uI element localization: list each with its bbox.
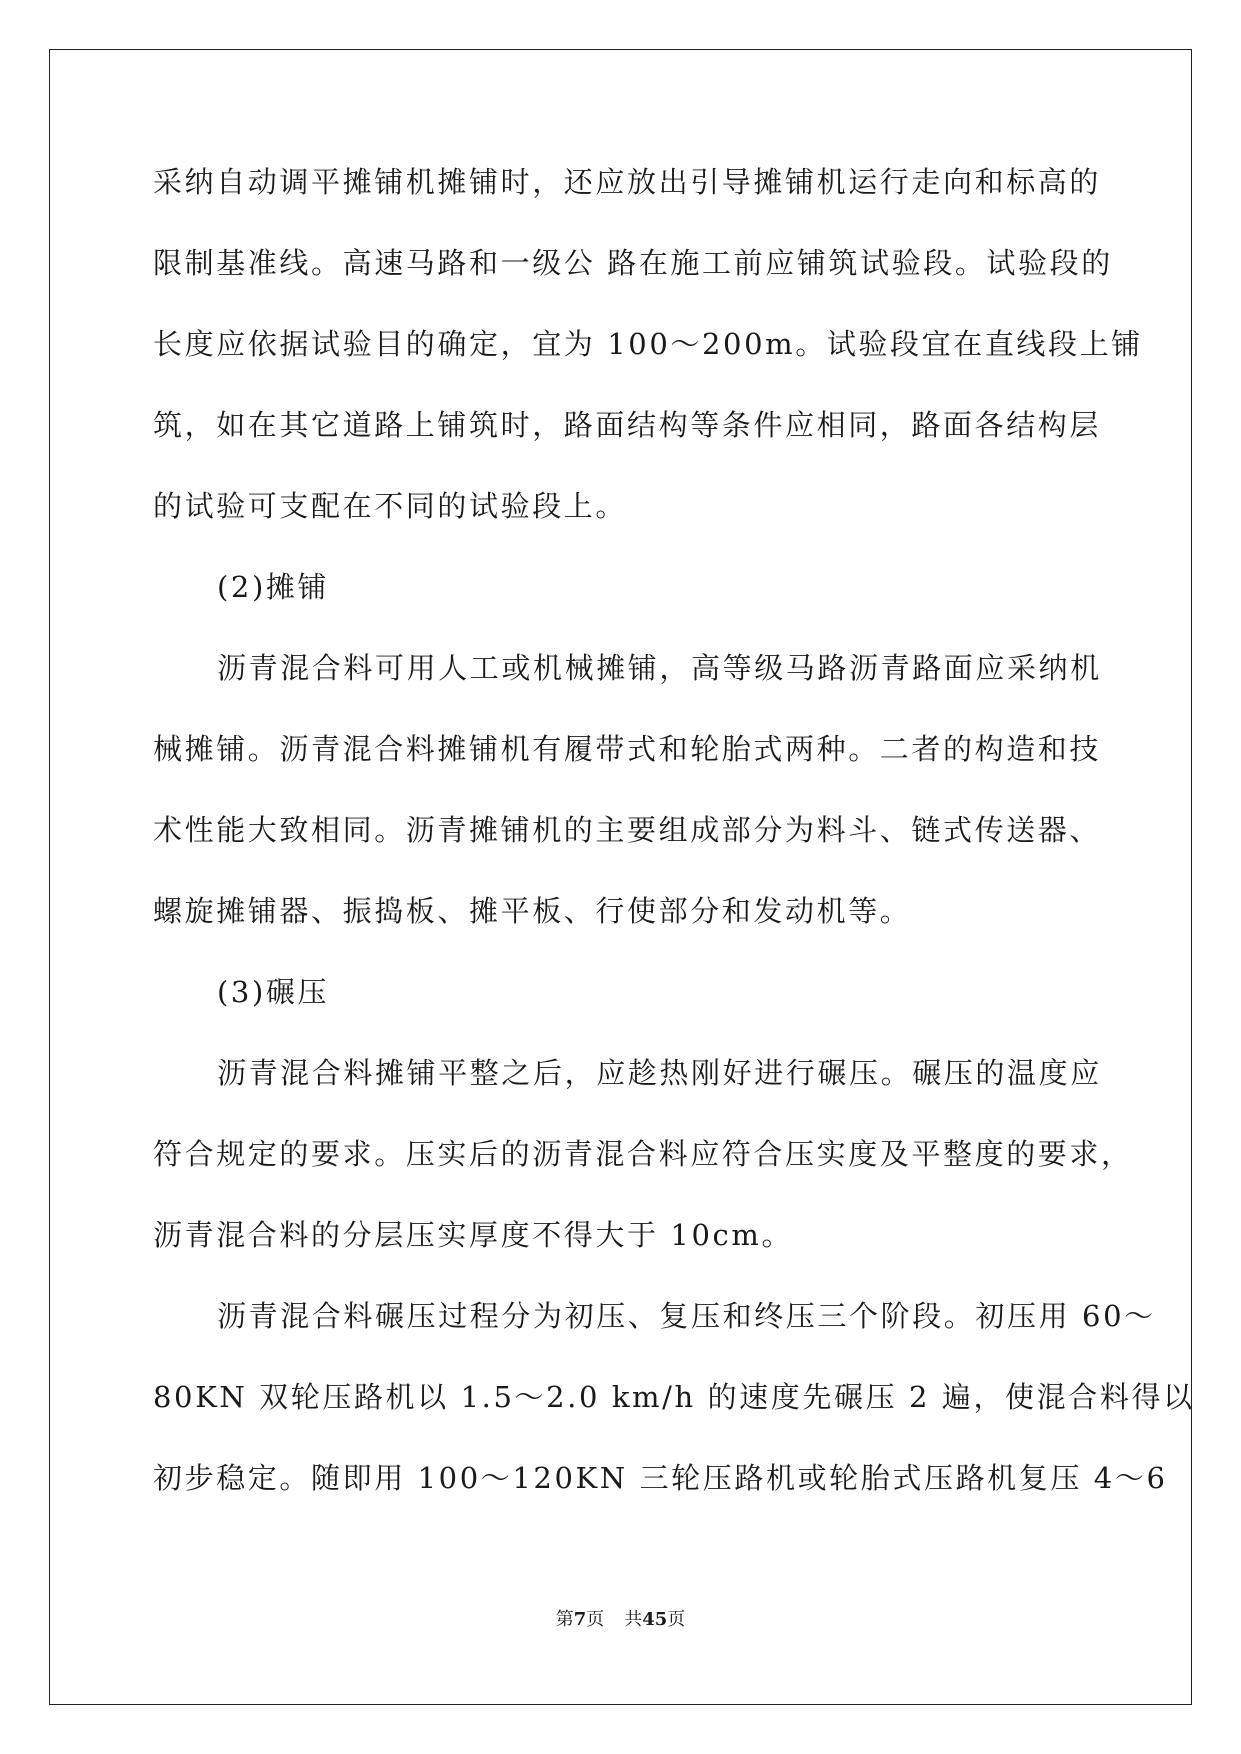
text-line: 采纳自动调平摊铺机摊铺时，还应放出引导摊铺机运行走向和标高的: [153, 165, 1102, 199]
text-line: 符合规定的要求。压实后的沥青混合料应符合压实度及平整度的要求，: [153, 1137, 1133, 1171]
text-line: 沥青混合料碾压过程分为初压、复压和终压三个阶段。初压用 60～: [217, 1299, 1156, 1333]
section-heading-rolling: (3)碾压: [217, 975, 330, 1009]
page-number: 7: [573, 1609, 587, 1630]
text-line: 筑，如在其它道路上铺筑时，路面结构等条件应相同，路面各结构层: [153, 408, 1102, 442]
text-line: 术性能大致相同。沥青摊铺机的主要组成部分为料斗、链式传送器、: [153, 813, 1102, 847]
text-line: 螺旋摊铺器、振捣板、摊平板、行使部分和发动机等。: [153, 894, 912, 928]
section-heading-paving: (2)摊铺: [217, 570, 330, 604]
text-line: 初步稳定。随即用 100～120KN 三轮压路机或轮胎式压路机复压 4～6: [153, 1461, 1168, 1495]
page-suffix: 页: [586, 1609, 605, 1630]
total-prefix: 共: [624, 1609, 643, 1630]
text-line: 沥青混合料摊铺平整之后，应趁热刚好进行碾压。碾压的温度应: [217, 1056, 1102, 1090]
text-line: 80KN 双轮压路机以 1.5～2.0 km/h 的速度先碾压 2 遍，使混合料得以: [153, 1380, 1195, 1414]
page-border: [49, 49, 1192, 1705]
page-footer: [0, 1608, 1241, 1632]
text-line: 长度应依据试验目的确定，宜为 100～200m。试验段宜在直线段上铺: [153, 327, 1143, 361]
total-suffix: 页: [667, 1609, 686, 1630]
text-line: 限制基准线。高速马路和一级公 路在施工前应铺筑试验段。试验段的: [153, 246, 1113, 280]
text-line: 沥青混合料的分层压实厚度不得大于 10cm。: [153, 1218, 794, 1252]
text-line: 的试验可支配在不同的试验段上。: [153, 489, 628, 523]
total-pages: 45: [642, 1609, 668, 1630]
text-line: 沥青混合料可用人工或机械摊铺，高等级马路沥青路面应采纳机: [217, 651, 1102, 685]
text-line: 械摊铺。沥青混合料摊铺机有履带式和轮胎式两种。二者的构造和技: [153, 732, 1102, 766]
page-prefix: 第: [555, 1609, 574, 1630]
